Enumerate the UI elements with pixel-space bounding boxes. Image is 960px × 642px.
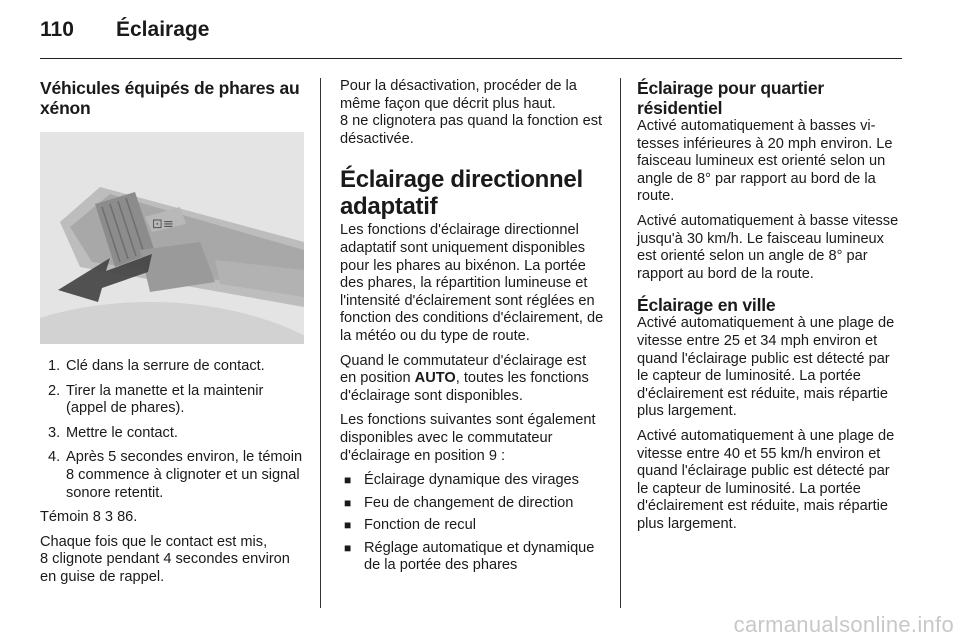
indicator-reference: Témoin 8 3 86.	[40, 509, 138, 526]
column-right	[637, 78, 903, 540]
section-heading-xenon: Véhicules équipés de phares au xénon	[40, 78, 300, 118]
list-item: ■ Feu de changement de direction	[344, 494, 574, 511]
watermark: carmanualsonline.info	[733, 612, 954, 637]
bullet-icon: ■	[344, 495, 352, 510]
page-number: 110	[40, 18, 74, 41]
reminder-paragraph: Chaque fois que le contact est mis, 8 clignote pendant 4 secondes environ en guise de rappel.	[40, 533, 290, 585]
bullet-icon: ■	[344, 518, 352, 533]
paragraph: Activé automatiquement à basse vitesse jusqu'à 30 km/h. Le faisceau lumineux est orienté selon un angle de 8° par rapport au bord de la route.	[637, 212, 899, 282]
header-rule	[40, 58, 902, 59]
warning-lamp-icon: 8	[66, 466, 75, 483]
paragraph: Activé automatiquement à basses vitesses inférieures à 20 mph environ. Le faisceau lumineux est orienté selon un angle de 8° par rapport au bord de la route.	[637, 118, 893, 205]
list-item: 2. Tirer la manette et la maintenir (appel de phares).	[48, 382, 264, 417]
column-left	[40, 78, 306, 594]
paragraph: Les fonctions d'éclairage directionnel adaptatif sont uniquement disponibles pour les phares au bixénon. La portée des phares, la répartition lumineuse et l'intensité d'éclairement sont réglées en fonction des conditions d'éclairement, de la météo ou du type de route.	[340, 222, 604, 344]
list-item: ■ Éclairage dynamique des virages	[344, 472, 579, 489]
steps-list	[40, 358, 306, 502]
svg-text:⊡≡: ⊡≡	[152, 217, 174, 232]
page-title: Éclairage	[116, 18, 210, 41]
column-divider	[620, 78, 621, 608]
section-heading-residential: Éclairage pour quartier résidentiel	[637, 78, 824, 118]
paragraph: Les fonctions suivantes sont également disponibles avec le commutateur d'éclairage en position 9 :	[340, 412, 596, 464]
auto-position-label: AUTO	[414, 370, 456, 387]
list-item: 1. Clé dans la serrure de contact.	[48, 358, 265, 374]
warning-lamp-icon: 8	[92, 509, 101, 526]
page-header	[40, 18, 902, 58]
list-item: 3. Mettre le contact.	[48, 424, 178, 441]
column-middle	[340, 78, 604, 580]
section-heading-adaptive-lighting: Éclairage directionnel adaptatif	[340, 166, 583, 221]
functions-list	[340, 472, 604, 575]
low-beam-icon: 9	[488, 447, 497, 464]
paragraph: Activé automatiquement à une plage de vitesse entre 25 et 34 mph environ et quand l'éclairage public est détecté par le capteur de luminosité. La portée d'éclairement est réduite, mais répartie plus largement.	[637, 315, 895, 420]
warning-lamp-icon: 8	[340, 113, 349, 130]
column-divider	[320, 78, 321, 608]
list-item: ■ Fonction de recul	[344, 517, 476, 534]
bullet-icon: ■	[344, 540, 352, 555]
deactivation-paragraph: Pour la désactivation, procéder de la même façon que décrit plus haut. 8 ne clignotera pas quand la fonction est désactivée.	[340, 78, 603, 147]
list-item: ■ Réglage automatique et dynamique de la portée des phares	[344, 539, 595, 574]
section-heading-city: Éclairage en ville	[637, 295, 776, 316]
list-item: 4. Après 5 secondes environ, le témoin 8 commence à clignoter et un signal sonore retentit.	[48, 449, 303, 501]
paragraph: Quand le commutateur d'éclairage est en position AUTO, toutes les fonctions d'éclairage sont disponibles.	[340, 352, 589, 404]
page-reference: 3 86.	[100, 509, 138, 526]
bullet-icon: ■	[344, 473, 352, 488]
paragraph: Activé automatiquement à une plage de vitesse entre 40 et 55 km/h environ et quand l'éclairage public est détecté par le capteur de luminosité. La portée d'éclairement est réduite, mais répartie plus largement.	[637, 427, 895, 532]
headlight-stalk-illustration	[40, 132, 304, 344]
warning-lamp-icon: 8	[40, 551, 49, 568]
